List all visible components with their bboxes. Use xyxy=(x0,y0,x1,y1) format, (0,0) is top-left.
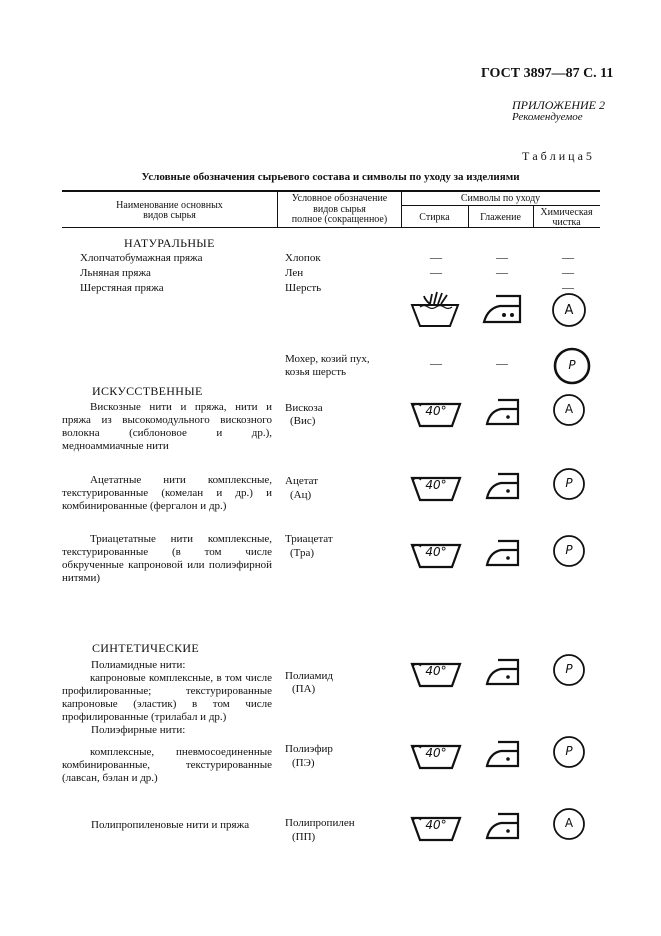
col-iron-header: Глажение xyxy=(480,212,521,223)
mohair-iron-dash: — xyxy=(496,356,508,370)
row-polyamide-intro: Полиамидные нити: xyxy=(91,659,186,671)
dry-clean-letter: P xyxy=(565,744,573,758)
wash-temp-label: 40° xyxy=(425,746,447,760)
row-linen-name: Льняная пряжа xyxy=(80,267,151,279)
iron-icon xyxy=(484,537,522,569)
row-viscose-short-2: (Вис) xyxy=(290,415,316,427)
wool-dry-dash: — xyxy=(562,280,574,294)
table-label: Т а б л и ц а 5 xyxy=(522,149,592,163)
section-natural: НАТУРАЛЬНЫЕ xyxy=(124,236,215,250)
linen-wash-dash: — xyxy=(430,265,442,279)
row-cotton-short: Хлопок xyxy=(285,252,321,264)
linen-iron-dash: — xyxy=(496,265,508,279)
row-mohair-short-2: козья шерсть xyxy=(285,366,347,378)
iron-icon xyxy=(484,810,522,842)
col-short-header-2: видов сырья xyxy=(313,204,366,215)
linen-dry-dash: — xyxy=(562,265,574,279)
wash-temp-label: 40° xyxy=(425,664,447,678)
recommended-label: Рекомендуемое xyxy=(512,111,583,123)
section-synthetic: СИНТЕТИЧЕСКИЕ xyxy=(92,641,200,655)
dry-clean-letter: P xyxy=(565,543,573,557)
col-dry-header-2: чистка xyxy=(552,217,581,228)
col-name-header-1: Наименование основных xyxy=(116,200,223,211)
row-polyamide-short-2: (ПА) xyxy=(292,683,316,695)
header-bottom-rule xyxy=(62,227,600,228)
col-wash-header: Стирка xyxy=(419,212,450,223)
iron-icon xyxy=(484,396,522,428)
cotton-wash-dash: — xyxy=(430,250,442,264)
iron-icon xyxy=(484,738,522,770)
hand-wash-icon xyxy=(410,290,460,330)
row-acetate-short-1: Ацетат xyxy=(285,475,319,487)
row-polypropylene-short-1: Полипропилен xyxy=(285,817,355,829)
row-polyester-short-1: Полиэфир xyxy=(285,743,333,755)
wool-dry-letter: A xyxy=(564,303,574,318)
cotton-iron-dash: — xyxy=(496,250,508,264)
dry-clean-letter: P xyxy=(565,662,573,676)
col-care-header: Символы по уходу xyxy=(460,193,541,204)
wash-temp-label: 40° xyxy=(425,404,447,418)
dry-clean-letter: P xyxy=(565,476,573,490)
row-acetate-short-2: (Ац) xyxy=(290,489,312,501)
section-artificial: ИСКУССТВЕННЫЕ xyxy=(92,384,203,398)
row-polypropylene-short-2: (ПП) xyxy=(292,831,316,843)
row-cotton-name: Хлопчатобумажная пряжа xyxy=(80,252,203,264)
col-name-header-2: видов сырья xyxy=(143,210,196,221)
row-acetate-name: Ацетатные нити комплексные, текстурированные (комелан и др.) и комбинированные (фергалон и др.) xyxy=(62,474,272,512)
iron-icon xyxy=(484,470,522,502)
row-polyester-short-2: (ПЭ) xyxy=(292,757,315,769)
wash-temp-label: 40° xyxy=(425,545,447,559)
mohair-dry-letter: P xyxy=(568,358,576,372)
wash-temp-label: 40° xyxy=(425,478,447,492)
iron-icon xyxy=(484,656,522,688)
row-linen-short: Лен xyxy=(285,267,304,279)
row-polyester-intro: Полиэфирные нити: xyxy=(91,724,186,736)
iron-icon xyxy=(480,292,526,326)
wash-temp-label: 40° xyxy=(425,818,447,832)
row-wool-name: Шерстяная пряжа xyxy=(80,282,164,294)
col-dry-header-1: Химическая xyxy=(540,207,593,218)
row-triacetate-short-2: (Тра) xyxy=(290,547,315,559)
care-group-rule xyxy=(401,205,600,206)
table-top-rule xyxy=(62,190,600,192)
row-triacetate-name: Триацетатные нити комплексные, текстурированные (в том числе обкрученные капроновой или полиэфирной нитями) xyxy=(62,533,272,584)
col-short-header-3: полное (сокращенное) xyxy=(291,214,388,225)
row-polyester-name: комплексные, пневмосоединенные комбинированные, текстурированные (лавсан, бэлан и др.) xyxy=(62,746,272,784)
mohair-wash-dash: — xyxy=(430,356,442,370)
row-polypropylene-name: Полипропиленовые нити и пряжа xyxy=(91,819,250,831)
row-triacetate-short-1: Триацетат xyxy=(285,533,333,545)
col-short-header-1: Условное обозначение xyxy=(291,193,388,204)
appendix-label: ПРИЛОЖЕНИЕ 2 xyxy=(512,98,605,112)
dry-clean-letter: A xyxy=(564,816,574,830)
row-wool-short: Шерсть xyxy=(285,282,322,294)
row-polyamide-name: капроновые комплексные, в том числе профилированные; текстурированные капроновые (эластик) в том числе профилированные (трилабал и др.) xyxy=(62,672,272,723)
row-polyamide-short-1: Полиамид xyxy=(285,670,334,682)
cotton-dry-dash: — xyxy=(562,250,574,264)
page-reference: ГОСТ 3897—87 С. 11 xyxy=(481,66,614,81)
row-viscose-name: Вискозные нити и пряжа, нити и пряжа из высокомодульного вискозного волокна (сиблоновое и др.), медноаммиачные нити xyxy=(62,401,272,452)
row-viscose-short-1: Вискоза xyxy=(285,402,323,414)
dry-clean-letter: A xyxy=(564,402,574,416)
row-mohair-short-1: Мохер, козий пух, xyxy=(285,353,370,365)
table-title: Условные обозначения сырьевого состава и символы по уходу за изделиями xyxy=(141,171,520,183)
